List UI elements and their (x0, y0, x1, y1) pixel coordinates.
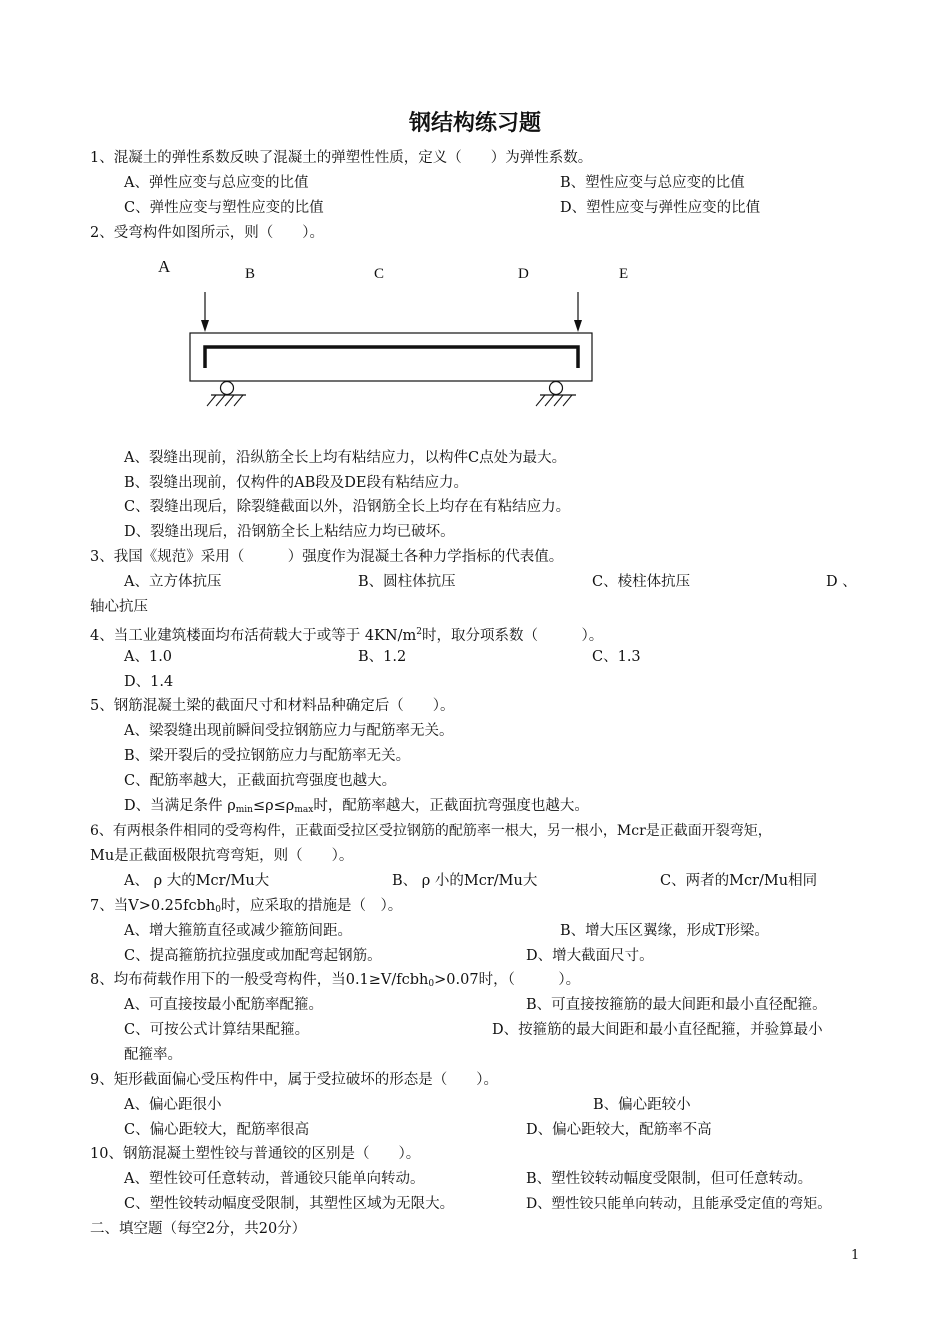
q1-option-d: D、塑性应变与弹性应变的比值 (560, 200, 761, 216)
q6-option-a: A、 ρ 大的Mcr/Mu大 (124, 873, 270, 889)
q2-stem: 2、受弯构件如图所示，则（ ）。 (90, 225, 324, 241)
rebar (205, 347, 578, 368)
q1-option-b: B、塑性应变与总应变的比值 (560, 175, 745, 191)
q9-option-b: B、偏心距较小 (593, 1097, 691, 1113)
q7-option-a: A、增大箍筋直径或减少箍筋间距。 (124, 923, 352, 939)
q6-stem-line1: 6、有两根条件相同的受弯构件，正截面受拉区受拉钢筋的配筋率一根大，另一根小，Mcr是正截面开裂弯矩， (90, 823, 772, 839)
q4-option-b: B、1.2 (358, 649, 407, 665)
q4-option-c: C、1.3 (592, 649, 641, 665)
point-label-d: D (518, 266, 529, 282)
q4-stem: 4、当工业建筑楼面均布活荷载大于或等于 $4KN/m^2$时，取分项系数（ ）。 (90, 627, 604, 644)
q7-option-d: D、增大截面尺寸。 (526, 948, 654, 964)
point-label-e: E (619, 266, 629, 282)
q8-stem: 8、均布荷载作用下的一般受弯构件，当0.1≥V/fcbh$_0$>0.07时，（ ）。 (90, 972, 581, 989)
q1-option-c: C、弹性应变与塑性应变的比值 (124, 200, 324, 216)
q9-option-d: D、偏心距较大，配筋率不高 (526, 1122, 712, 1138)
load-arrow-left (201, 292, 209, 332)
q5-option-d: D、当满足条件 $\rho_{min}\le\rho\le\rho_{max}$时，配筋率越大，正截面抗弯强度也越大。 (124, 798, 589, 815)
q3-option-b: B、圆柱体抗压 (358, 574, 456, 590)
q10-option-c: C、塑性铰转动幅度受限制，其塑性区域为无限大。 (124, 1196, 455, 1212)
q6-option-b: B、 ρ 小的Mcr/Mu大 (392, 873, 538, 889)
q10-option-a: A、塑性铰可任意转动，普通铰只能单向转动。 (124, 1171, 425, 1187)
q5-option-b: B、梁开裂后的受拉钢筋应力与配筋率无关。 (124, 748, 411, 764)
q2-option-c: C、裂缝出现后，除裂缝截面以外，沿钢筋全长上均存在有粘结应力。 (124, 499, 571, 515)
beam-outline (190, 333, 592, 381)
q6-stem-line2: Mu是正截面极限抗弯弯矩，则（ ）。 (90, 848, 354, 864)
q10-option-b: B、塑性铰转动幅度受限制，但可任意转动。 (526, 1171, 813, 1187)
q9-option-c: C、偏心距较大，配筋率很高 (124, 1122, 310, 1138)
q3-option-c: C、棱柱体抗压 (592, 574, 691, 590)
q3-option-d-label: D 、 (826, 574, 857, 590)
point-label-b: B (245, 266, 256, 282)
q5-stem: 5、钢筋混凝土梁的截面尺寸和材料品种确定后（ ）。 (90, 698, 455, 714)
q7-option-c: C、提高箍筋抗拉强度或加配弯起钢筋。 (124, 948, 382, 964)
q2-option-a: A、裂缝出现前，沿纵筋全长上均有粘结应力，以构件C点处为最大。 (124, 450, 567, 466)
point-label-a: A (158, 257, 171, 276)
q4-option-a: A、1.0 (124, 649, 173, 665)
section-2-heading: 二、填空题（每空2分，共20分） (90, 1221, 307, 1237)
q2-option-d: D、裂缝出现后，沿钢筋全长上粘结应力均已破坏。 (124, 524, 455, 540)
q10-stem: 10、钢筋混凝土塑性铰与普通铰的区别是（ ）。 (90, 1146, 421, 1162)
q9-option-a: A、偏心距很小 (124, 1097, 222, 1113)
q8-option-b: B、可直接按箍筋的最大间距和最小直径配箍。 (526, 997, 827, 1013)
q8-option-c: C、可按公式计算结果配箍。 (124, 1022, 310, 1038)
q3-stem: 3、我国《规范》采用（ ）强度作为混凝土各种力学指标的代表值。 (90, 549, 564, 565)
q8-option-d-cont: 配箍率。 (124, 1047, 182, 1063)
q5-option-a: A、梁裂缝出现前瞬间受拉钢筋应力与配筋率无关。 (124, 723, 454, 739)
q2-option-b: B、裂缝出现前，仅构件的AB段及DE段有粘结应力。 (124, 475, 468, 491)
page-number: 1 (851, 1248, 860, 1263)
support-right (536, 382, 576, 407)
q5-option-c: C、配筋率越大，正截面抗弯强度也越大。 (124, 773, 397, 789)
q9-stem: 9、矩形截面偏心受压构件中，属于受拉破坏的形态是（ ）。 (90, 1072, 498, 1088)
q4-option-d: D、1.4 (124, 674, 174, 690)
q8-option-d: D、按箍筋的最大间距和最小直径配箍，并验算最小 (492, 1022, 823, 1038)
q8-option-a: A、可直接按最小配筋率配箍。 (124, 997, 323, 1013)
q10-option-d: D、塑性铰只能单向转动，且能承受定值的弯矩。 (526, 1196, 832, 1212)
q6-option-c: C、两者的Mcr/Mu相同 (660, 873, 818, 889)
support-left (207, 382, 246, 407)
q1-option-a: A、弹性应变与总应变的比值 (124, 175, 309, 191)
page-title: 钢结构练习题 (408, 111, 541, 136)
q3-option-d-text: 轴心抗压 (90, 599, 148, 615)
q7-stem: 7、当V>0.25fcbh$_0$时，应采取的措施是（ ）。 (90, 898, 403, 915)
load-arrow-right (574, 292, 582, 332)
point-label-c: C (374, 266, 385, 282)
q3-option-a: A、立方体抗压 (124, 574, 222, 590)
q7-option-b: B、增大压区翼缘，形成T形梁。 (560, 923, 769, 939)
q1-stem: 1、混凝土的弹性系数反映了混凝土的弹塑性性质，定义（ ）为弹性系数。 (90, 150, 593, 166)
